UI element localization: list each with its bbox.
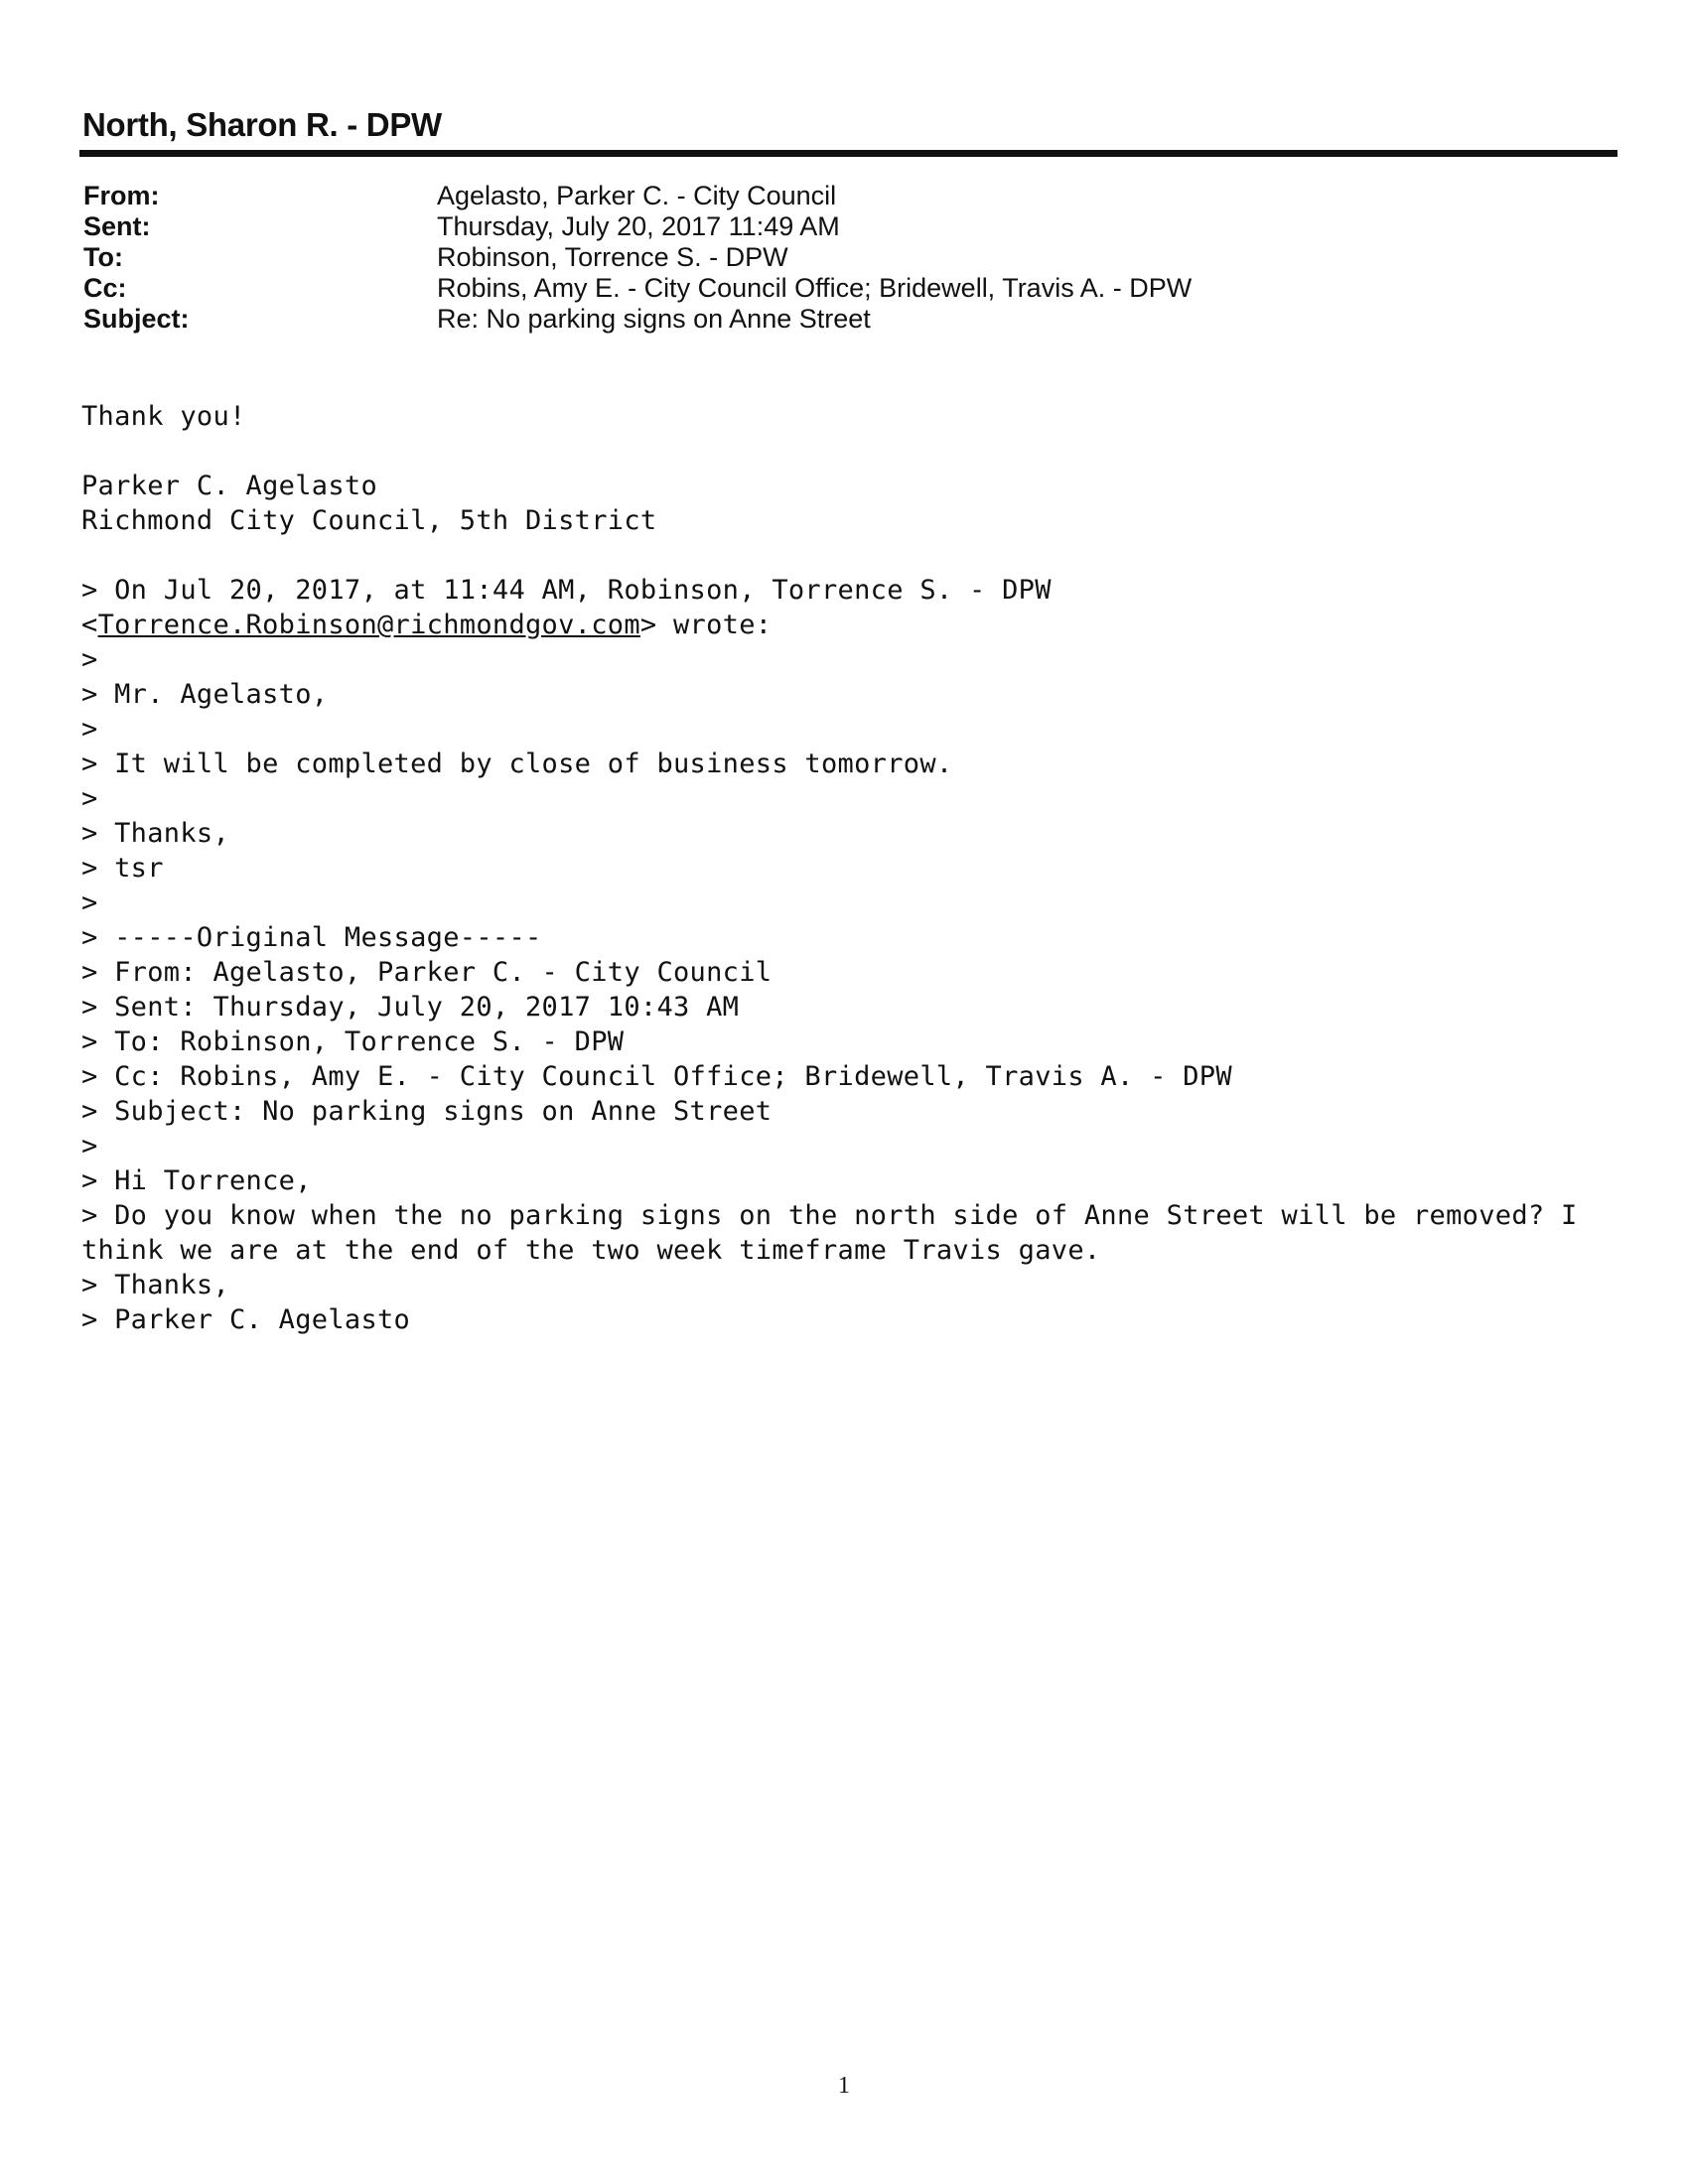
mailbox-owner-name: North, Sharon R. - DPW (82, 106, 442, 143)
quoted-line: > Thanks, (81, 818, 229, 849)
quoted-line: > Parker C. Agelasto (81, 1304, 411, 1335)
cc-value: Robins, Amy E. - City Council Office; Bridewell, Travis A. - DPW (437, 273, 1193, 303)
subject-label: Subject: (83, 304, 190, 334)
wrote-text: > wrote: (639, 610, 773, 640)
email-body (81, 399, 1630, 1337)
quoted-line: > From: Agelasto, Parker C. - City Council (81, 957, 773, 988)
angle-open: < (81, 610, 98, 640)
quoted-message (81, 642, 1630, 1337)
quote-intro-email-line (81, 608, 1630, 642)
signature-name: Parker C. Agelasto (81, 471, 377, 501)
quoted-line: > (81, 714, 98, 745)
quoted-line: > Mr. Agelasto, (81, 679, 329, 710)
blank-line (81, 434, 1630, 469)
quoted-line: > Do you know when the no parking signs on the north side of Anne Street will be removed? I think we are at the end of the two week timeframe Travis gave. (81, 1200, 1595, 1266)
blank-line (81, 538, 1630, 573)
sent-value: Thursday, July 20, 2017 11:49 AM (437, 211, 840, 241)
cc-label: Cc: (83, 273, 127, 303)
quote-intro-line: > On Jul 20, 2017, at 11:44 AM, Robinson, Torrence S. - DPW (81, 575, 1052, 606)
quoted-line: > To: Robinson, Torrence S. - DPW (81, 1026, 625, 1057)
quoted-line: > Sent: Thursday, July 20, 2017 10:43 AM (81, 992, 740, 1023)
to-value: Robinson, Torrence S. - DPW (437, 242, 788, 272)
quoted-line: > (81, 644, 98, 675)
quoted-line: > Hi Torrence, (81, 1165, 312, 1196)
signature-title: Richmond City Council, 5th District (81, 505, 657, 536)
quoted-line: > tsr (81, 853, 164, 884)
to-label: To: (83, 242, 123, 272)
quoted-line: > Thanks, (81, 1270, 229, 1300)
quoted-line: > (81, 887, 98, 918)
sent-label: Sent: (83, 211, 151, 241)
from-value: Agelasto, Parker C. - City Council (437, 181, 837, 210)
quoted-line: > Cc: Robins, Amy E. - City Council Office; Bridewell, Travis A. - DPW (81, 1061, 1232, 1092)
email-link[interactable]: Torrence.Robinson@richmondgov.com (97, 610, 640, 640)
quoted-line: > Subject: No parking signs on Anne Street (81, 1096, 773, 1127)
quoted-line: > It will be completed by close of business tomorrow. (81, 749, 953, 779)
quoted-line: > (81, 1131, 98, 1161)
quoted-line: > (81, 783, 98, 814)
subject-value: Re: No parking signs on Anne Street (437, 304, 871, 334)
from-label: From: (83, 181, 160, 210)
title-divider (79, 150, 1618, 157)
quoted-line: > -----Original Message----- (81, 922, 542, 953)
page-number: 1 (838, 2073, 850, 2099)
greeting-line: Thank you! (81, 401, 246, 432)
